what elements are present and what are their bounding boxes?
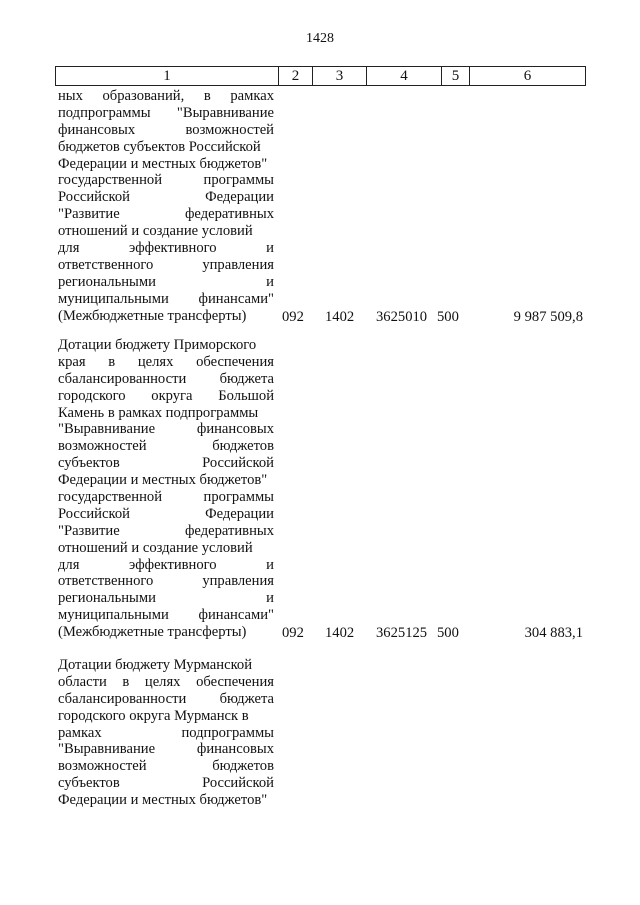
description-line: возможностей бюджетов (58, 438, 274, 455)
description-line: бюджетов субъектов Российской (58, 138, 261, 155)
target-code: 3625010 (376, 309, 428, 325)
description-line: городского округа Большой (58, 387, 274, 404)
description-line: субъектов Российской (58, 775, 274, 792)
expense-type-code: 500 (437, 309, 459, 325)
page-number: 1428 (306, 31, 334, 46)
description-line: для эффективного и (58, 240, 274, 257)
expense-type-code: 500 (437, 625, 459, 641)
row-description (58, 657, 274, 809)
description-line: субъектов Российской (58, 455, 274, 472)
column-header-4: 4 (366, 67, 441, 85)
description-line: "Выравнивание финансовых (58, 741, 274, 758)
description-line: "Выравнивание финансовых (58, 421, 274, 438)
description-line: (Межбюджетные трансферты) (58, 624, 247, 641)
grbs-code: 092 (282, 625, 304, 641)
description-line: ответственного управления (58, 256, 274, 273)
description-line: Российской Федерации (58, 505, 274, 522)
description-line: муниципальными финансами" (58, 607, 274, 624)
column-header-1: 1 (163, 68, 171, 84)
description-line: Камень в рамках подпрограммы (58, 404, 259, 421)
column-header-3: 3 (312, 67, 366, 85)
description-line: Федерации и местных бюджетов" (58, 792, 268, 809)
description-line: финансовых возможностей (58, 121, 274, 138)
column-header-5: 5 (441, 67, 469, 85)
amount-value: 9 987 509,8 (513, 309, 583, 325)
description-line: отношений и создание условий (58, 539, 253, 556)
grbs-code: 092 (282, 309, 304, 325)
description-line: Федерации и местных бюджетов" (58, 155, 268, 172)
description-line: муниципальными финансами" (58, 290, 274, 307)
target-code: 3625125 (376, 625, 428, 641)
description-line: сбалансированности бюджета (58, 690, 274, 707)
description-line: региональными и (58, 590, 274, 607)
description-line: "Развитие федеративных (58, 206, 274, 223)
section-code: 1402 (325, 625, 355, 641)
description-line: государственной программы (58, 489, 274, 506)
description-line: Дотации бюджету Приморского (58, 337, 257, 353)
row-description (58, 88, 274, 324)
description-line: Российской Федерации (58, 189, 274, 206)
description-line: Федерации и местных бюджетов" (58, 472, 268, 489)
description-line: ных образований, в рамках (58, 88, 274, 104)
description-line: края в целях обеспечения (58, 353, 274, 370)
row-description (58, 337, 274, 641)
description-line: для эффективного и (58, 556, 274, 573)
column-header-6: 6 (469, 67, 585, 85)
description-line: подпрограммы "Выравнивание (58, 104, 274, 121)
description-line: "Развитие федеративных (58, 522, 274, 539)
column-header-2: 2 (278, 67, 312, 85)
description-line: Дотации бюджету Мурманской (58, 657, 253, 673)
section-code: 1402 (325, 309, 355, 325)
description-line: рамках подпрограммы (58, 724, 274, 741)
description-line: государственной программы (58, 172, 274, 189)
description-line: сбалансированности бюджета (58, 370, 274, 387)
table-header (55, 66, 586, 86)
description-line: ответственного управления (58, 573, 274, 590)
description-line: региональными и (58, 273, 274, 290)
amount-value: 304 883,1 (524, 625, 583, 641)
description-line: отношений и создание условий (58, 223, 253, 240)
description-line: городского округа Мурманск в (58, 707, 249, 724)
description-line: (Межбюджетные трансферты) (58, 307, 247, 324)
description-line: области в целях обеспечения (58, 673, 274, 690)
description-line: возможностей бюджетов (58, 758, 274, 775)
